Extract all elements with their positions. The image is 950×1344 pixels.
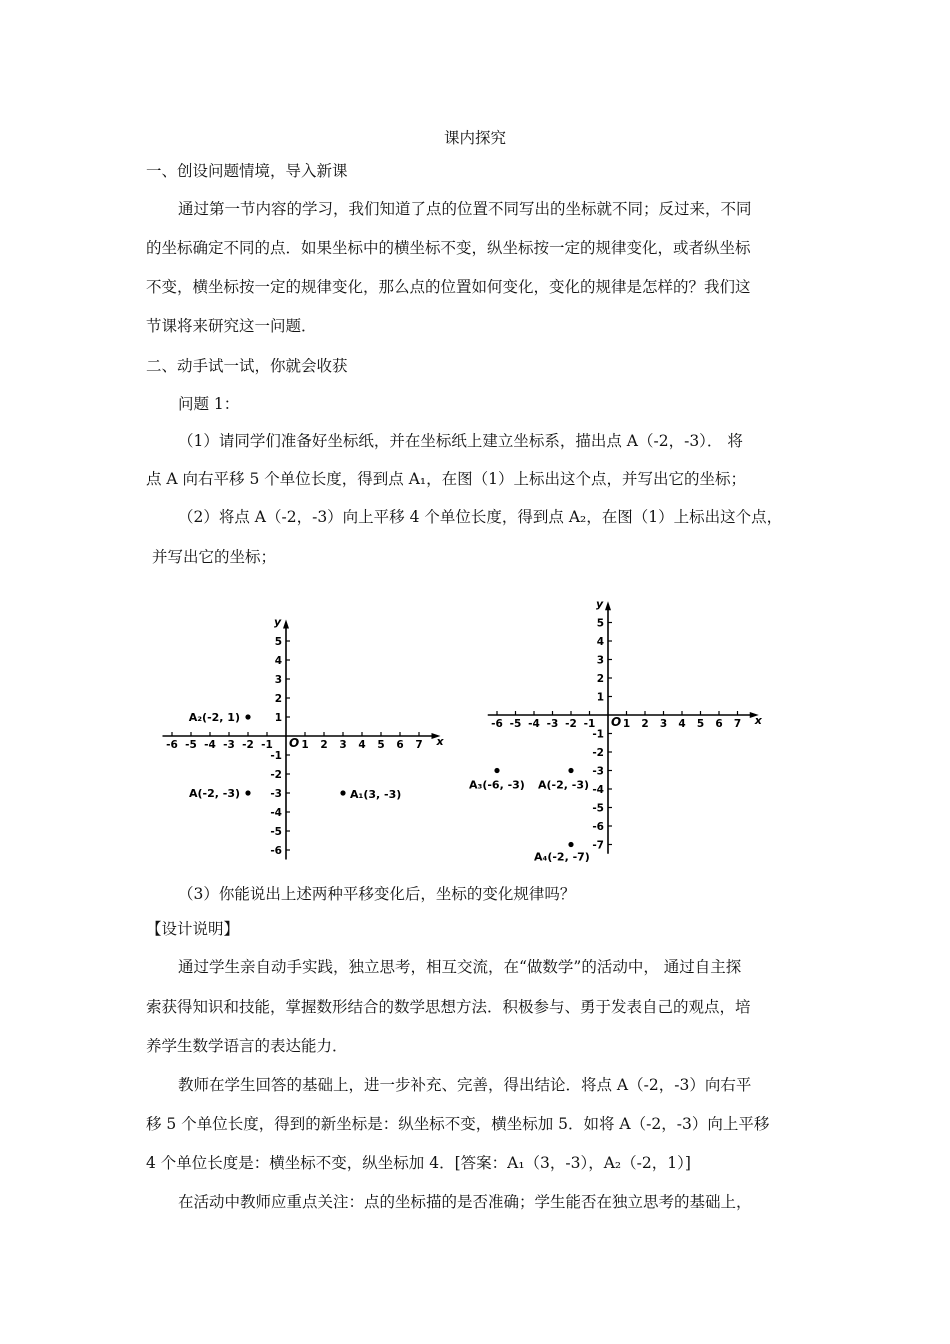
x-axis-label: x (436, 735, 444, 748)
y-tick-label: 3 (274, 674, 282, 686)
question-2-line: 并写出它的坐标； (152, 548, 277, 566)
x-tick-label: 1 (622, 718, 631, 730)
y-tick-label: 5 (596, 617, 604, 630)
section2-heading: 二、动手试一试，你就会收获 (146, 357, 348, 375)
x-tick-label: -3 (223, 739, 235, 751)
x-tick-label: 7 (733, 718, 742, 730)
x-axis-label: x (754, 714, 762, 727)
point-label: A₁(3, -3) (350, 788, 402, 801)
x-tick-label: -6 (166, 739, 178, 751)
data-point (340, 790, 345, 795)
x-tick-label: 6 (715, 718, 723, 730)
x-tick-label: -1 (261, 739, 273, 751)
origin-label: O (611, 715, 622, 729)
y-tick-label: -1 (592, 728, 604, 741)
y-tick-label: -7 (592, 839, 604, 852)
x-tick-label: 2 (320, 739, 328, 751)
section1-line: 不变，横坐标按一定的规律变化，那么点的位置如何变化，变化的规律是怎样的？我们这 (146, 278, 751, 296)
y-tick-label: 1 (596, 691, 604, 704)
y-axis-label: y (274, 615, 282, 629)
section1-line: 通过第一节内容的学习，我们知道了点的位置不同写出的坐标就不同；反过来，不同 (178, 200, 752, 218)
design-p2-line: 移 5 个单位长度，得到的新坐标是：纵坐标不变，横坐标加 5．如将 A（-2，-3）向上平移 (146, 1115, 770, 1133)
y-tick-label: 1 (274, 712, 282, 724)
x-tick-label: -4 (204, 739, 216, 751)
design-p2-line: 教师在学生回答的基础上，进一步补充、完善，得出结论．将点 A（-2，-3）向右平 (178, 1076, 752, 1094)
y-tick-label: -4 (592, 784, 604, 796)
x-tick-label: -2 (565, 718, 577, 730)
y-tick-label: 2 (596, 673, 604, 685)
y-tick-label: -6 (592, 821, 604, 833)
point-label: A₄(-2, -7) (534, 850, 590, 863)
x-tick-label: 6 (396, 739, 404, 751)
x-tick-label: 4 (358, 739, 366, 751)
question-3: （3）你能说出上述两种平移变化后，坐标的变化规律吗？ (178, 885, 576, 903)
x-tick-label: -3 (546, 718, 559, 730)
design-p3-line: 在活动中教师应重点关注：点的坐标描的是否准确；学生能否在独立思考的基础上， (178, 1193, 752, 1211)
x-tick-label: 3 (339, 739, 347, 751)
y-tick-label: 4 (596, 636, 604, 648)
figure-1-coordinate-plane (150, 605, 450, 865)
question-1-line: 点 A 向右平移 5 个单位长度，得到点 A₁，在图（1）上标出这个点，并写出它的坐标； (146, 470, 746, 488)
x-tick-label: -5 (509, 718, 522, 730)
x-tick-label: -6 (491, 718, 503, 730)
y-tick-label: -4 (270, 807, 282, 819)
x-tick-label: 7 (415, 739, 423, 751)
data-point (568, 768, 573, 773)
question-1-line: （1）请同学们准备好坐标纸，并在坐标纸上建立坐标系，描出点 A（-2，-3）． 将 (178, 432, 743, 450)
problem-label: 问题 1： (178, 395, 240, 413)
section1-line: 的坐标确定不同的点．如果坐标中的横坐标不变，纵坐标按一定的规律变化，或者纵坐标 (146, 239, 751, 257)
y-tick-label: -3 (270, 788, 282, 800)
x-tick-label: 1 (301, 739, 309, 751)
y-tick-label: -6 (270, 845, 282, 857)
y-tick-label: -5 (592, 802, 604, 815)
point-label: A₂(-2, 1) (188, 711, 240, 724)
x-tick-label: 5 (377, 739, 385, 751)
y-tick-label: 2 (274, 693, 282, 705)
origin-label: O (289, 736, 300, 750)
y-tick-label: -1 (270, 750, 282, 762)
y-axis-label: y (596, 597, 604, 611)
design-p2-line: 4 个单位长度是：横坐标不变，纵坐标加 4．[答案：A₁（3，-3），A₂（-2，1）] (146, 1154, 691, 1172)
data-point (494, 768, 499, 773)
point-label: A(-2, -3) (188, 787, 240, 800)
y-tick-label: 5 (274, 636, 282, 648)
data-point (245, 714, 250, 719)
y-tick-label: 4 (274, 655, 282, 667)
x-tick-label: -4 (528, 718, 540, 730)
figure-2-coordinate-plane (460, 588, 780, 863)
y-tick-label: -2 (592, 747, 604, 759)
design-p1-line: 养学生数学语言的表达能力． (146, 1037, 348, 1055)
x-tick-label: -1 (583, 718, 596, 730)
question-2-line: （2）将点 A（-2，-3）向上平移 4 个单位长度，得到点 A₂，在图（1）上标出这个点， (178, 508, 783, 526)
y-tick-label: -5 (270, 826, 282, 838)
data-point (568, 842, 573, 847)
y-axis-arrow (605, 601, 611, 610)
x-tick-label: -5 (185, 739, 197, 751)
page-title: 课内探究 (443, 129, 506, 147)
section1-line: 节课将来研究这一问题． (146, 317, 317, 335)
y-axis-arrow (283, 620, 289, 629)
point-label: A(-2, -3) (538, 778, 590, 792)
x-tick-label: 5 (696, 718, 705, 730)
design-p1-line: 索获得知识和技能，掌握数形结合的数学思想方法．积极参与、勇于发表自己的观点，培 (146, 998, 751, 1016)
y-tick-label: 3 (596, 654, 604, 667)
x-tick-label: -2 (242, 739, 254, 751)
x-tick-label: 4 (678, 718, 686, 730)
design-heading: 【设计说明】 (146, 920, 240, 938)
section1-heading: 一、创设问题情境，导入新课 (146, 162, 348, 180)
y-tick-label: -3 (592, 765, 604, 778)
y-tick-label: -2 (270, 769, 282, 781)
point-label: A₃(-6, -3) (469, 778, 525, 792)
design-p1-line: 通过学生亲自动手实践，独立思考，相互交流，在“做数学”的活动中， 通过自主探 (178, 958, 742, 976)
x-tick-label: 3 (659, 718, 668, 730)
x-tick-label: 2 (641, 718, 649, 730)
data-point (245, 790, 250, 795)
